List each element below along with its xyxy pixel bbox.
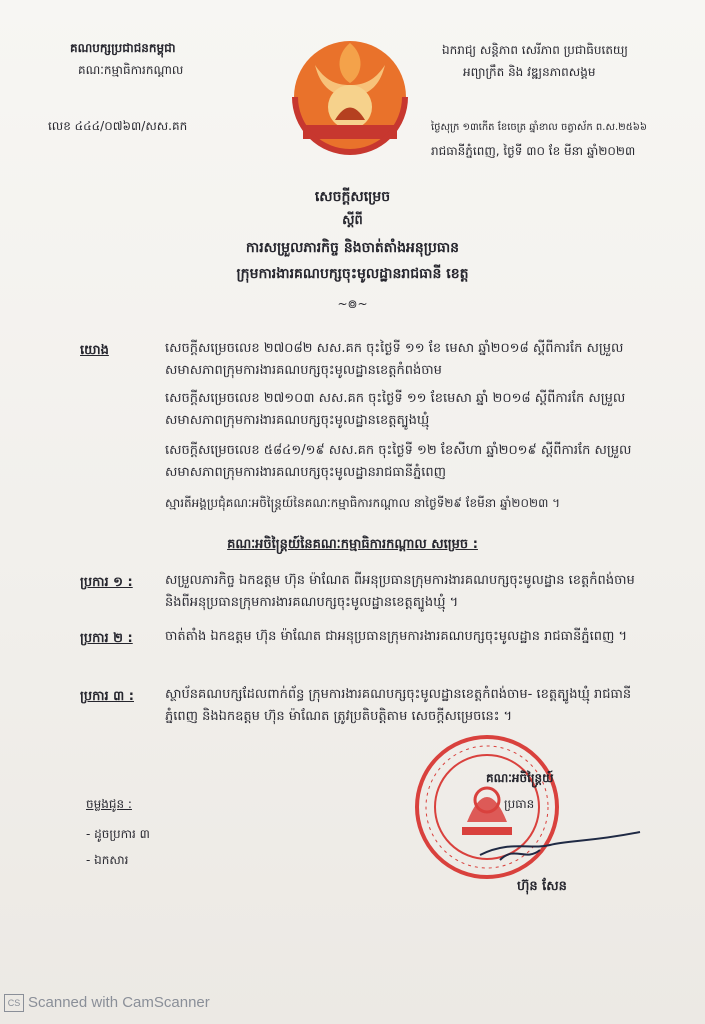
decision-heading: គណៈអចិន្ត្រៃយ៍នៃគណៈកម្មាធិការកណ្តាល សម្រេច : [227,537,478,552]
reference-number: លេខ ៤៤៤/០៧៦៣/សស.គក [48,119,188,133]
title-about: ស្តីពី [342,213,363,228]
national-motto-line1: ឯករាជ្យ សន្តិភាព សេរីភាព ប្រជាធិបតេយ្យ [442,43,628,57]
camscanner-icon: CS [4,994,24,1012]
title-ornament: ~៙~ [337,297,368,311]
signatory-title: គណៈអចិន្ត្រៃយ៍ [486,771,554,785]
preamble-item: សេចក្តីសម្រេចលេខ ៥៨៤១/១៩ សស.គក ចុះថ្ងៃទី ១២ ខែសីហា ឆ្នាំ២០១៩ ស្តីពីការកែ សម្រួលសមាសភាពក្រុមការងារគណបក្សចុះមូលដ្ឋានរាជធានីភ្នំពេញ [165,443,632,480]
preamble-item: សេចក្តីសម្រេចលេខ ២៧០៨២ សស.គក ចុះថ្ងៃទី ១១ ខែ មេសា ឆ្នាំ២០១៨ ស្តីពីការកែ សម្រួលសមាសភាពក្រុមការងារគណបក្សចុះមូលដ្ឋានខេត្តកំពង់ចាម [165,341,624,378]
national-motto-line2: អព្យាក្រឹត និង វឌ្ឍនភាពសង្គម [463,65,596,79]
lunar-date: ថ្ងៃសុក្រ ១៣កើត ខែចេត្រ ឆ្នាំខាល ចត្វាស័ក ព.ស.២៥៦៦ [431,122,647,133]
camscanner-watermark [4,994,210,1012]
article-1-text: សម្រួលភារកិច្ច ឯកឧត្តម ហ៊ុន ម៉ាណែត ពីអនុប្រធានក្រុមការងារគណបក្សចុះមូលដ្ឋាន ខេត្តកំពង់ចាម និងពីអនុប្រធានក្រុមការងារគណបក្សចុះមូលដ្ឋានខេត្តត្បូងឃ្មុំ ។ [165,573,635,610]
signatory-role: ប្រធាន [504,797,535,811]
document-title: សេចក្តីសម្រេច [314,189,391,205]
recipient-item: - ឯកសារ [86,853,129,867]
preamble-label: យោង [80,343,109,358]
article-1-label: ប្រការ ១ : [80,575,133,590]
issue-date: រាជធានីភ្នំពេញ, ថ្ងៃទី ៣០ ខែ មីនា ឆ្នាំ២០២៣ [431,144,636,158]
watermark-text: Scanned with CamScanner [28,994,210,1011]
preamble-item: សេចក្តីសម្រេចលេខ ២៧១០៣ សស.គក ចុះថ្ងៃទី ១១ ខែមេសា ឆ្នាំ ២០១៨ ស្តីពីការកែ សម្រួលសមាសភាពក្រុមការងារគណបក្សចុះមូលដ្ឋានខេត្តត្បូងឃ្មុំ [165,391,626,428]
recipients-label: ចម្លងជូន : [86,797,132,811]
article-3-label: ប្រការ ៣ : [80,689,134,704]
preamble-item: ស្មារតីអង្គប្រជុំគណៈអចិន្ត្រៃយ៍នៃគណៈកម្មាធិការកណ្តាល នាថ្ងៃទី២៩ ខែមីនា ឆ្នាំ២០២៣ ។ [165,496,561,510]
committee-name: គណៈកម្មាធិការកណ្តាល [78,63,184,77]
title-subject-line2: ក្រុមការងារគណបក្សចុះមូលដ្ឋានរាជធានី ខេត្ត [236,266,469,282]
signatory-name: ហ៊ុន សែន [517,879,567,894]
title-subject-line1: ការសម្រួលភារកិច្ច និងចាត់តាំងអនុប្រធាន [245,240,460,256]
handwritten-signature [470,800,650,880]
recipient-item: - ដូចប្រការ ៣ [86,827,150,841]
article-2-label: ប្រការ ២ : [80,631,133,646]
article-3-text: ស្ថាប័នគណបក្សដែលពាក់ព័ន្ធ ក្រុមការងារគណបក្សចុះមូលដ្ឋានខេត្តកំពង់ចាម- ខេត្តត្បូងឃ្មុំ រាជធានីភ្នំពេញ និងឯកឧត្តម ហ៊ុន ម៉ាណែត ត្រូវប្រតិបត្តិតាម សេចក្តីសម្រេចនេះ ។ [165,687,632,724]
party-logo [275,25,425,160]
article-2-text: ចាត់តាំង ឯកឧត្តម ហ៊ុន ម៉ាណែត ជាអនុប្រធានក្រុមការងារគណបក្សចុះមូលដ្ឋាន រាជធានីភ្នំពេញ ។ [165,629,628,644]
party-name: គណបក្សប្រជាជនកម្ពុជា [70,41,176,55]
